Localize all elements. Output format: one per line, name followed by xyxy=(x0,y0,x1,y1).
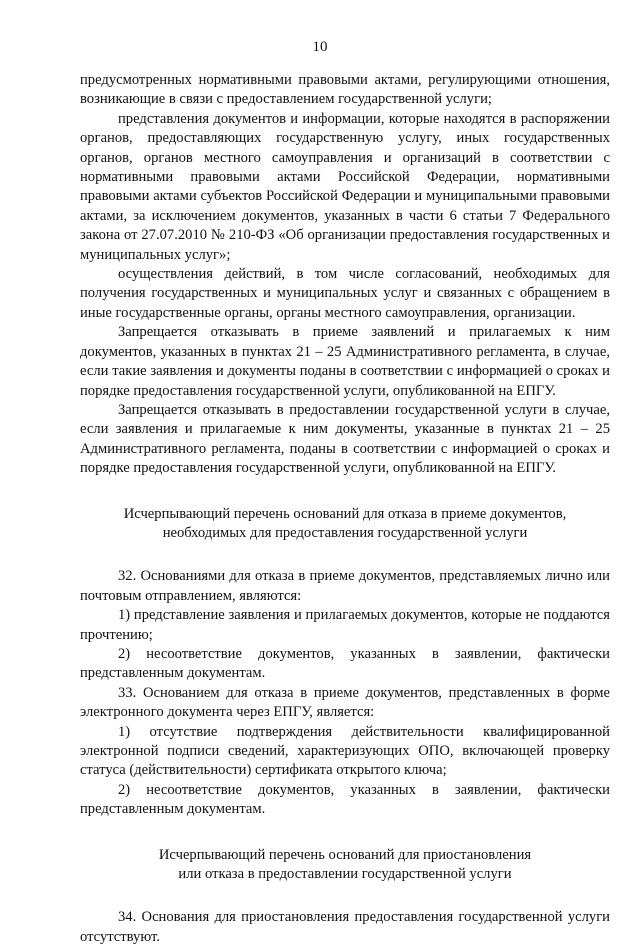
paragraph-prohibition-provision: Запрещается отказывать в предоставлении государственной услуги в случае, если заявления и прилагаемые к ним документы, указанные в пунктах 21 – 25 Административного регламента, поданы в соответствии с информацией о сроках и порядке предоставления государственной услуги, опубликованной на ЕПГУ. xyxy=(80,401,610,477)
paragraph-actions-approvals: осуществления действий, в том числе согласований, необходимых для получения государственных и муниципальных услуг и связанных с обращением в иные государственные органы, органы местного самоуправления, организации. xyxy=(80,266,610,321)
paragraph-prohibition-reception: Запрещается отказывать в приеме заявлений и прилагаемых к ним документов, указанных в пунктах 21 – 25 Административного регламента, в случае, если такие заявления и документы поданы в соответствии с информацией о сроках и порядке предоставления государственной услуги, опубликованной на ЕПГУ. xyxy=(80,324,610,399)
section-heading-line: или отказа в предоставлении государственной услуги xyxy=(178,866,512,883)
section-heading-line: Исчерпывающий перечень оснований для отказа в приеме документов, xyxy=(123,505,567,522)
section-heading-refusal-reception xyxy=(80,505,610,544)
section-refusal-reception xyxy=(80,567,610,819)
section-heading-suspension xyxy=(80,846,610,885)
clause-32: 32. Основаниями для отказа в приеме документов, представляемых лично или почтовым отправлением, являются: xyxy=(80,568,610,604)
clause-32-item-2: 2) несоответствие документов, указанных в заявлении, фактически представленным документам. xyxy=(80,645,610,682)
paragraph-documents-info: представления документов и информации, которые находятся в распоряжении органов, предоставляющих государственную услугу, иных государственных органов, органов местного самоуправления и организаций в соответствии с нормативными правовыми актами Российской Федерации, нормативными правовыми актами субъектов Российской Федерации и муниципальными правовыми актами, за исключением документов, указанных в части 6 статьи 7 Федерального закона от 27.07.2010 № 210-ФЗ «Об организации предоставления государственных и муниципальных услуг»; xyxy=(80,110,610,263)
paragraph-continuation: предусмотренных нормативными правовыми актами, регулирующими отношения, возникающие в связи с предоставлением государственной услуги; xyxy=(80,72,610,108)
clause-34: 34. Основания для приостановления предоставления государственной услуги отсутствуют. xyxy=(80,909,610,945)
page-number: 10 xyxy=(312,39,328,55)
clause-33-item-1: 1) отсутствие подтверждения действительности квалифицированной электронной подписи сведений, характеризующих ОПО, включающей проверку статуса (действительности) сертификата открытого ключа; xyxy=(80,723,610,779)
section-heading-line: Исчерпывающий перечень оснований для приостановления xyxy=(158,846,532,863)
section-heading-line: необходимых для предоставления государственной услуги xyxy=(162,524,528,541)
document-body xyxy=(80,71,610,947)
clause-33: 33. Основанием для отказа в приеме документов, представленных в форме электронного документа через ЕПГУ, является: xyxy=(80,684,610,721)
section-suspension xyxy=(80,908,610,947)
clause-33-item-2: 2) несоответствие документов, указанных в заявлении, фактически представленным документам. xyxy=(80,781,610,818)
clause-32-item-1: 1) представление заявления и прилагаемых документов, которые не поддаются прочтению; xyxy=(80,607,610,643)
